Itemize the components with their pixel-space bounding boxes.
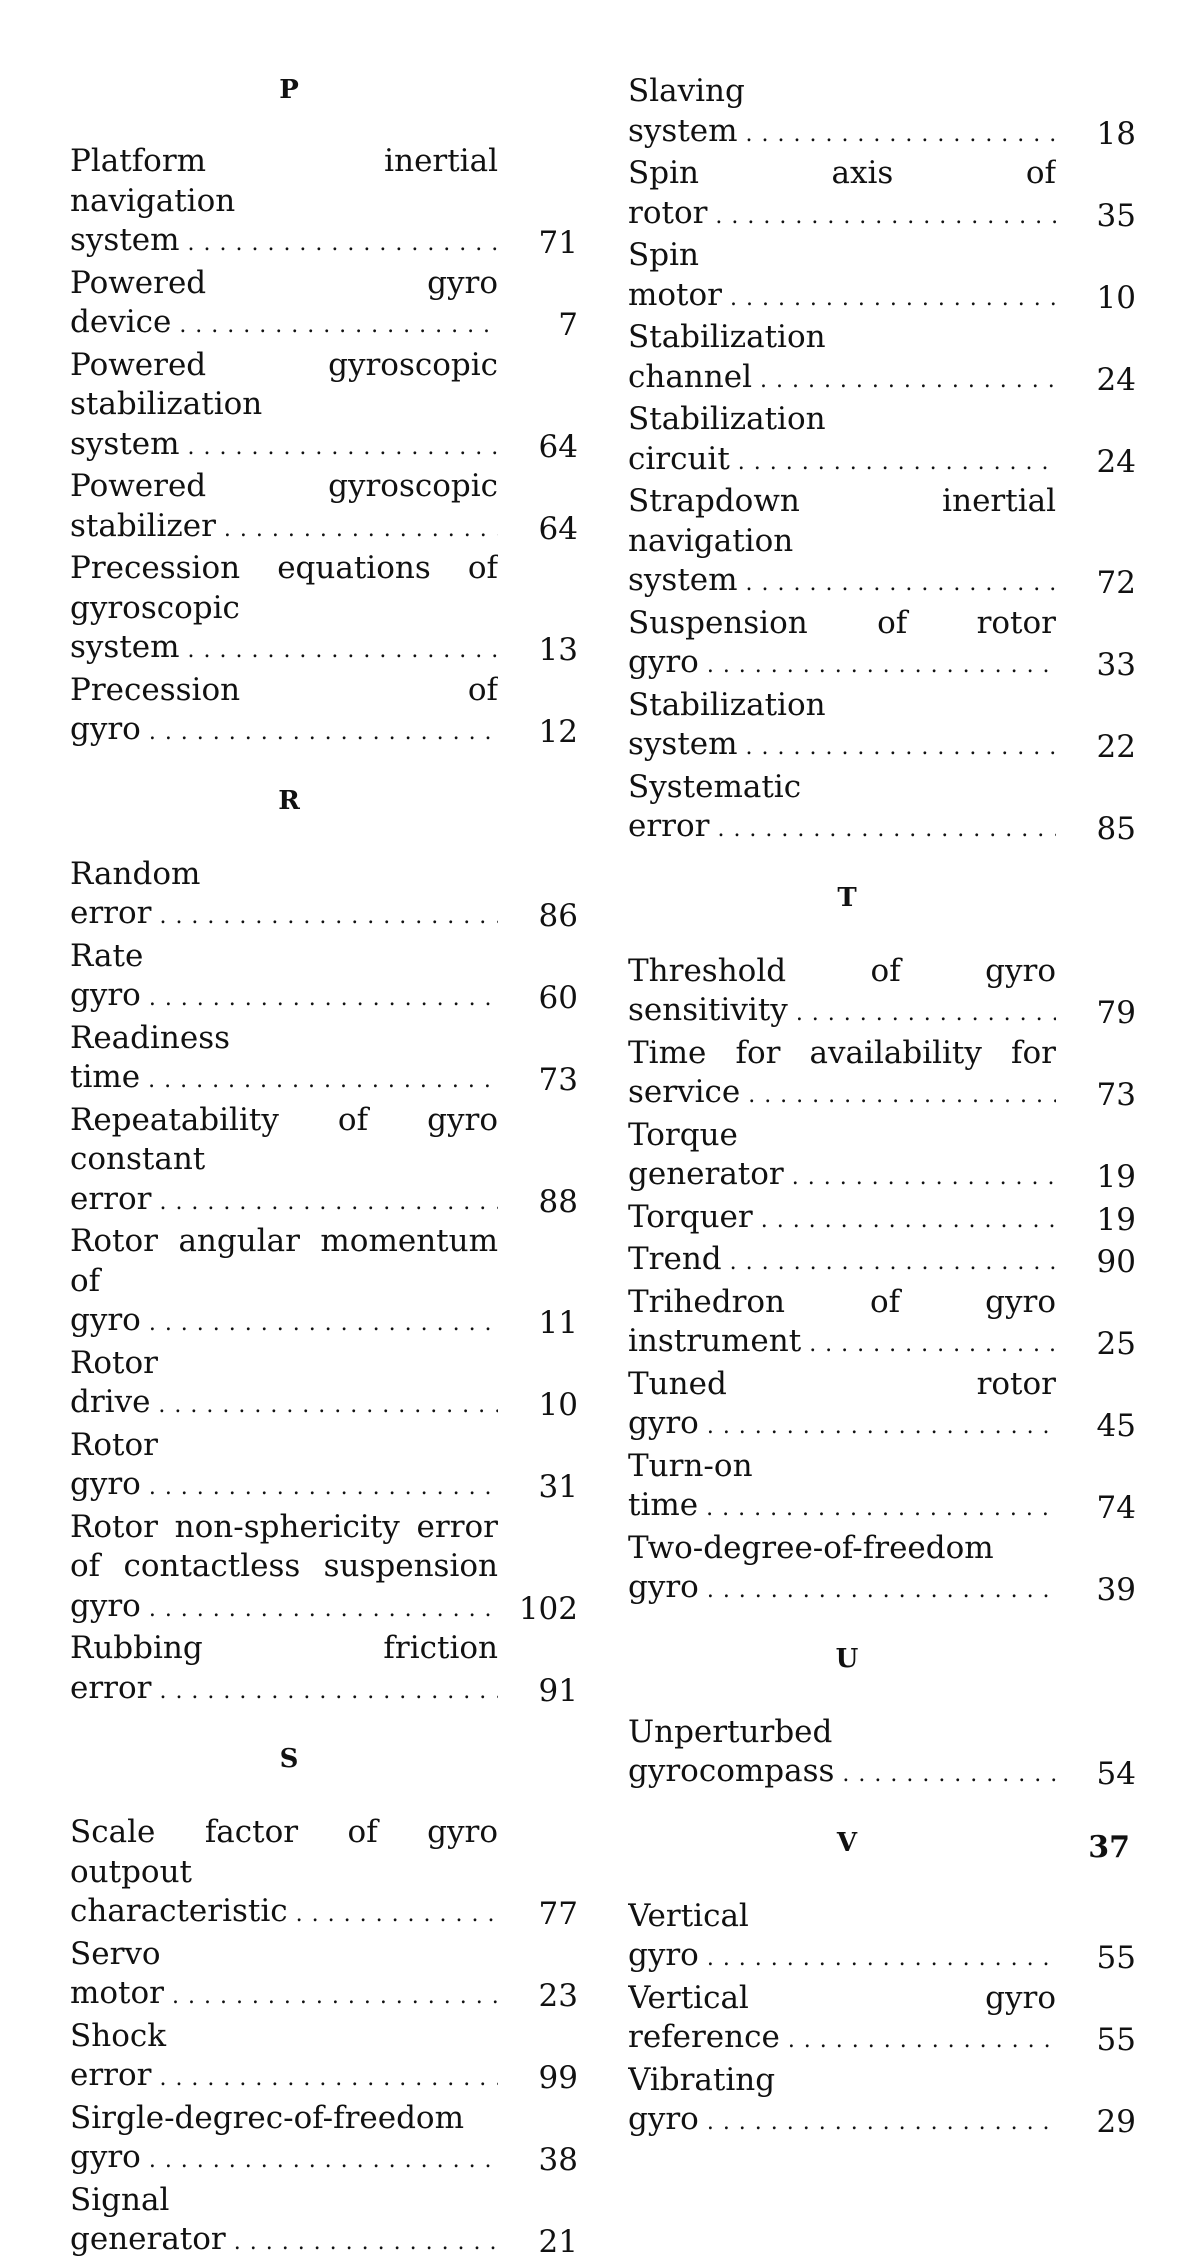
entry-term: Rotor gyro . . . <box>70 1426 498 1508</box>
index-entry <box>628 400 1136 482</box>
entry-term: Shock error . . . <box>70 2017 498 2099</box>
entry-term: Signal generator . . . <box>70 2181 498 2263</box>
entry-term: Readiness time . . . <box>70 1019 498 1101</box>
index-column-right <box>628 72 1136 2143</box>
entry-term: Torquer . . . <box>628 1198 1056 1241</box>
index-section <box>70 72 578 753</box>
index-entry <box>70 2181 578 2263</box>
entry-page-number: 71 <box>514 224 578 264</box>
entry-page-number: 38 <box>514 2141 578 2181</box>
entry-page-number: 79 <box>1072 994 1136 1034</box>
entry-page-number: 64 <box>514 428 578 468</box>
entry-page-number: 73 <box>1072 1076 1136 1116</box>
index-entry <box>70 264 578 346</box>
entry-term: Servo motor . . . <box>70 1935 498 2017</box>
section-letter: R <box>70 783 508 819</box>
index-entry <box>70 855 578 937</box>
entry-page-number: 7 <box>514 306 578 346</box>
entry-term: Stabilization circuit . . . <box>628 400 1056 482</box>
entry-term: Unperturbed gyrocompass . . . <box>628 1713 1056 1795</box>
index-entry <box>628 1116 1136 1198</box>
entry-term: Stabilization system . . . <box>628 686 1056 768</box>
index-entry <box>70 2099 578 2181</box>
index-entry <box>70 549 578 671</box>
entry-term: Systematic error . . . <box>628 768 1056 850</box>
section-letter: P <box>70 72 508 108</box>
index-section <box>628 72 1136 850</box>
entry-term: Rotor drive . . . <box>70 1344 498 1426</box>
section-letter: S <box>70 1741 508 1777</box>
entry-term: Vertical gyro . . . <box>628 1897 1056 1979</box>
entry-page-number: 88 <box>514 1183 578 1223</box>
entry-term: Strapdown inertial navigation system . . . <box>628 482 1056 604</box>
entry-page-number: 72 <box>1072 564 1136 604</box>
index-entry <box>70 467 578 549</box>
entry-page-number: 19 <box>1072 1158 1136 1198</box>
index-entry <box>70 1508 578 1630</box>
index-entry <box>628 604 1136 686</box>
entry-page-number: 60 <box>514 979 578 1019</box>
section-letter: T <box>628 880 1066 916</box>
index-entry <box>628 686 1136 768</box>
index-entry <box>70 1222 578 1344</box>
entry-page-number: 102 <box>514 1590 578 1630</box>
index-section <box>70 1741 578 2263</box>
entry-page-number: 39 <box>1072 1571 1136 1611</box>
index-entry <box>70 671 578 753</box>
index-entry <box>628 952 1136 1034</box>
entry-term: Powered gyroscopic stabilization system . . . <box>70 346 498 468</box>
entry-page-number: 73 <box>514 1061 578 1101</box>
entry-page-number: 18 <box>1072 115 1136 155</box>
entry-page-number: 29 <box>1072 2103 1136 2143</box>
entry-page-number: 55 <box>1072 2021 1136 2061</box>
entry-term: Spin axis of rotor . . . <box>628 154 1056 236</box>
entry-term: Two-degree-of-freedom gyro . . . <box>628 1529 1056 1611</box>
entry-term: Stabilization channel . . . <box>628 318 1056 400</box>
index-entry <box>628 318 1136 400</box>
index-entry <box>628 768 1136 850</box>
entry-term: Rate gyro . . . <box>70 937 498 1019</box>
entry-page-number: 10 <box>514 1386 578 1426</box>
index-entry <box>628 1365 1136 1447</box>
index-entry <box>628 1447 1136 1529</box>
index-section <box>628 1825 1136 2143</box>
index-entry <box>628 1198 1136 1241</box>
entry-term: Torque generator . . . <box>628 1116 1056 1198</box>
index-entry <box>628 236 1136 318</box>
index-entry <box>70 1629 578 1711</box>
entry-page-number: 31 <box>514 1468 578 1508</box>
entry-term: Powered gyro device . . . <box>70 264 498 346</box>
index-section <box>628 1641 1136 1795</box>
entry-page-number: 77 <box>514 1895 578 1935</box>
entry-page-number: 91 <box>514 1672 578 1712</box>
entry-page-number: 90 <box>1072 1243 1136 1283</box>
entry-term: Suspension of rotor gyro . . . <box>628 604 1056 686</box>
index-entry <box>628 1283 1136 1365</box>
entry-term: Rotor non-sphericity error of contactless suspension gyro . . . <box>70 1508 498 1630</box>
entry-page-number: 10 <box>1072 279 1136 319</box>
entry-page-number: 11 <box>514 1304 578 1344</box>
entry-page-number: 19 <box>1072 1201 1136 1241</box>
index-entry <box>628 1529 1136 1611</box>
entry-page-number: 74 <box>1072 1489 1136 1529</box>
entry-page-number: 86 <box>514 897 578 937</box>
index-entry <box>70 1019 578 1101</box>
entry-term: Slaving system . . . <box>628 72 1056 154</box>
entry-term: Platform inertial navigation system . . . <box>70 142 498 264</box>
entry-page-number: 24 <box>1072 361 1136 401</box>
entry-term: Rubbing friction error . . . <box>70 1629 498 1711</box>
entry-page-number: 45 <box>1072 1407 1136 1447</box>
index-entry <box>628 1979 1136 2061</box>
index-entry <box>70 1426 578 1508</box>
entry-page-number: 23 <box>514 1977 578 2017</box>
entry-page-number: 25 <box>1072 1325 1136 1365</box>
entry-term: Turn-on time . . . <box>628 1447 1056 1529</box>
index-entry <box>628 1897 1136 1979</box>
entry-term: Time for availability for service . . . <box>628 1034 1056 1116</box>
entry-term: Sirgle-degrec-of-freedom gyro . . . <box>70 2099 498 2181</box>
entry-term: Precession equations of gyroscopic system . . . <box>70 549 498 671</box>
entry-page-number: 54 <box>1072 1755 1136 1795</box>
entry-term: Vertical gyro reference . . . <box>628 1979 1056 2061</box>
entry-term: Precession of gyro . . . <box>70 671 498 753</box>
page-number: 37 <box>1088 1830 1130 1865</box>
entry-term: Spin motor . . . <box>628 236 1056 318</box>
index-entry <box>70 2017 578 2099</box>
index-entry <box>70 1344 578 1426</box>
index-entry <box>628 1713 1136 1795</box>
index-section <box>70 783 578 1712</box>
entry-term: Threshold of gyro sensitivity . . . <box>628 952 1056 1034</box>
index-entry <box>70 346 578 468</box>
section-letter: U <box>628 1641 1066 1677</box>
index-entry <box>628 2061 1136 2143</box>
entry-page-number: 13 <box>514 631 578 671</box>
index-entry <box>628 1034 1136 1116</box>
entry-page-number: 22 <box>1072 728 1136 768</box>
entry-term: Vibrating gyro . . . <box>628 2061 1056 2143</box>
section-letter: V <box>628 1825 1066 1861</box>
entry-page-number: 85 <box>1072 810 1136 850</box>
index-entry <box>70 937 578 1019</box>
index-entry <box>628 72 1136 154</box>
index-entry <box>70 1935 578 2017</box>
entry-page-number: 12 <box>514 713 578 753</box>
entry-page-number: 21 <box>514 2223 578 2263</box>
index-column-left <box>70 72 578 2263</box>
entry-page-number: 35 <box>1072 197 1136 237</box>
index-entry <box>628 1240 1136 1283</box>
index-entry <box>70 142 578 264</box>
entry-page-number: 99 <box>514 2059 578 2099</box>
entry-page-number: 55 <box>1072 1939 1136 1979</box>
entry-page-number: 33 <box>1072 646 1136 686</box>
entry-page-number: 24 <box>1072 443 1136 483</box>
entry-term: Trihedron of gyro instrument . . . <box>628 1283 1056 1365</box>
index-entry <box>70 1813 578 1935</box>
index-entry <box>628 482 1136 604</box>
entry-term: Random error . . . <box>70 855 498 937</box>
entry-term: Tuned rotor gyro . . . <box>628 1365 1056 1447</box>
index-entry <box>70 1101 578 1223</box>
entry-term: Powered gyroscopic stabilizer . . . <box>70 467 498 549</box>
entry-term: Trend . . . <box>628 1240 1056 1283</box>
index-entry <box>628 154 1136 236</box>
index-section <box>628 880 1136 1611</box>
entry-term: Repeatability of gyro constant error . . . <box>70 1101 498 1223</box>
entry-page-number: 64 <box>514 510 578 550</box>
entry-term: Scale factor of gyro outpout characteristic . . . <box>70 1813 498 1935</box>
entry-term: Rotor angular momentum of gyro . . . <box>70 1222 498 1344</box>
